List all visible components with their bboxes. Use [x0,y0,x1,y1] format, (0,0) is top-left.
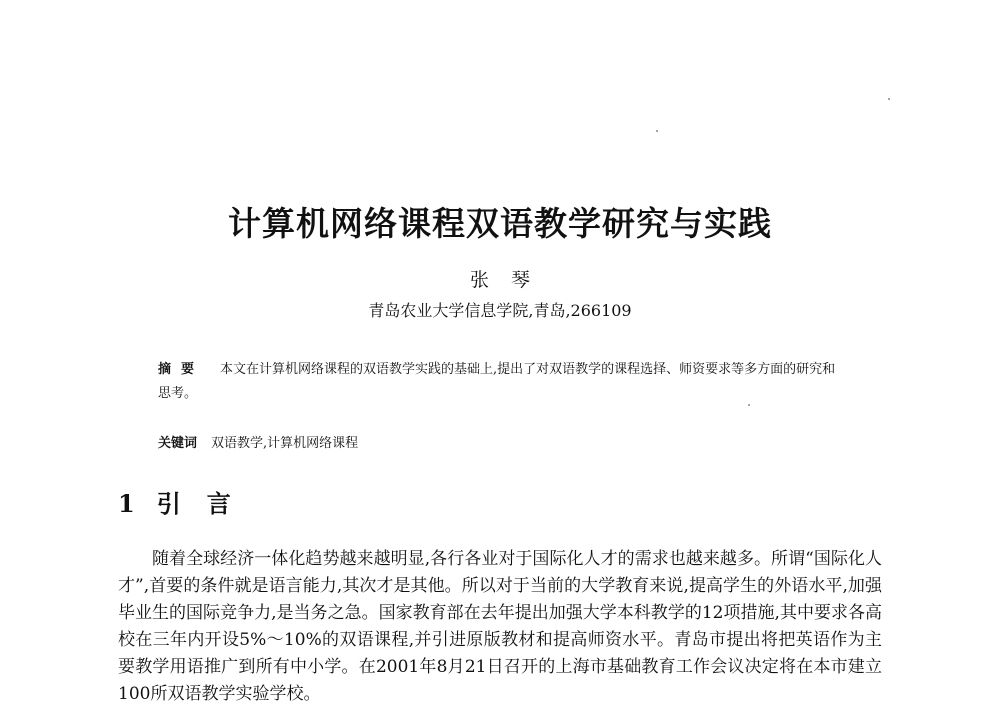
scan-speck [748,404,750,406]
author-name: 张琴 [469,269,552,291]
section-number: 1 [118,489,135,518]
section-heading [118,484,257,519]
author-affiliation: 青岛农业大学信息学院,青岛,266109 [368,301,632,320]
abstract-block [158,358,848,406]
scan-speck [656,130,658,132]
body-paragraph: 随着全球经济一体化趋势越来越明显,各行各业对于国际化人才的需求也越来越多。所谓“国际化人才”,首要的条件就是语言能力,其次才是其他。所以对于当前的大学教育来说,提高学生的外语水平,加强毕业生的国际竞争力,是当务之急。国家教育部在去年提出加强大学本科教学的12项措施,其中要求各高校在三年内开设5%～10%的双语课程,并引进原版教材和提高师资水平。青岛市提出将把英语作为主要教学用语推广到所有中小学。在2001年8月21日召开的上海市基础教育工作会议决定将在本市建立100所双语教学实验学校。 [118,549,882,704]
keywords-block [158,432,848,451]
keywords-text: 双语教学,计算机网络课程 [211,436,359,451]
section-title: 引言 [156,489,257,518]
abstract-text: 本文在计算机网络课程的双语教学实践的基础上,提出了对双语教学的课程选择、师资要求等多方面的研究和思考。 [158,362,836,401]
keywords-label: 关键词 [158,436,198,451]
scan-speck [888,98,890,100]
paper-title: 计算机网络课程双语教学研究与实践 [228,204,772,243]
abstract-label: 摘要 [158,362,205,377]
